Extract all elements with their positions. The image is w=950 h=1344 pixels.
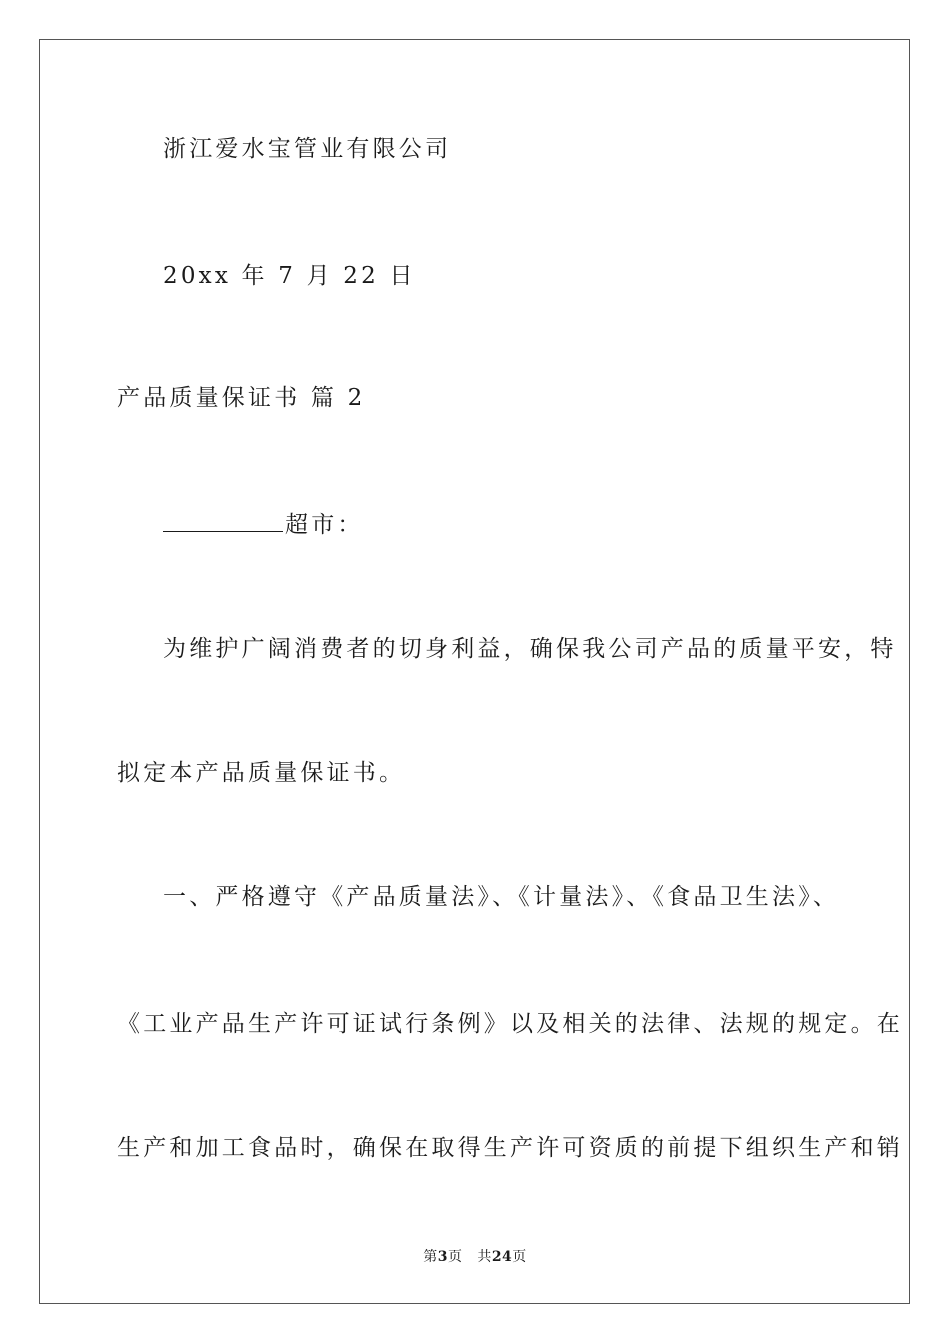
page-frame [39,39,910,1304]
document-date: 20xx 年 7 月 22 日 [163,263,416,289]
footer-total-pages: 24 [491,1249,513,1265]
paragraph-2-line-3: 生产和加工食品时，确保在取得生产许可资质的前提下组织生产和销 [117,1135,903,1161]
addressee-line [163,510,364,540]
addressee-suffix: 超市： [285,512,364,538]
paragraph-1-line-1: 为维护广阔消费者的切身利益，确保我公司产品的质量平安，特 [163,636,897,662]
paragraph-1-line-2: 拟定本产品质量保证书。 [117,760,406,786]
company-name: 浙江爱水宝管业有限公司 [163,136,452,162]
footer-page-number: 3 [437,1249,448,1265]
page-footer [0,1246,950,1266]
footer-total-suffix: 页 [512,1249,527,1265]
footer-total-prefix: 共 [477,1249,492,1265]
fill-in-blank [163,511,283,532]
paragraph-2-line-1: 一、严格遵守《产品质量法》、《计量法》、《食品卫生法》、 [163,884,840,910]
footer-page-suffix: 页 [447,1249,463,1265]
paragraph-2-line-2: 《工业产品生产许可证试行条例》以及相关的法律、法规的规定。在 [117,1011,903,1037]
section-title: 产品质量保证书 篇 2 [117,385,366,411]
footer-page-prefix: 第 [423,1249,438,1265]
